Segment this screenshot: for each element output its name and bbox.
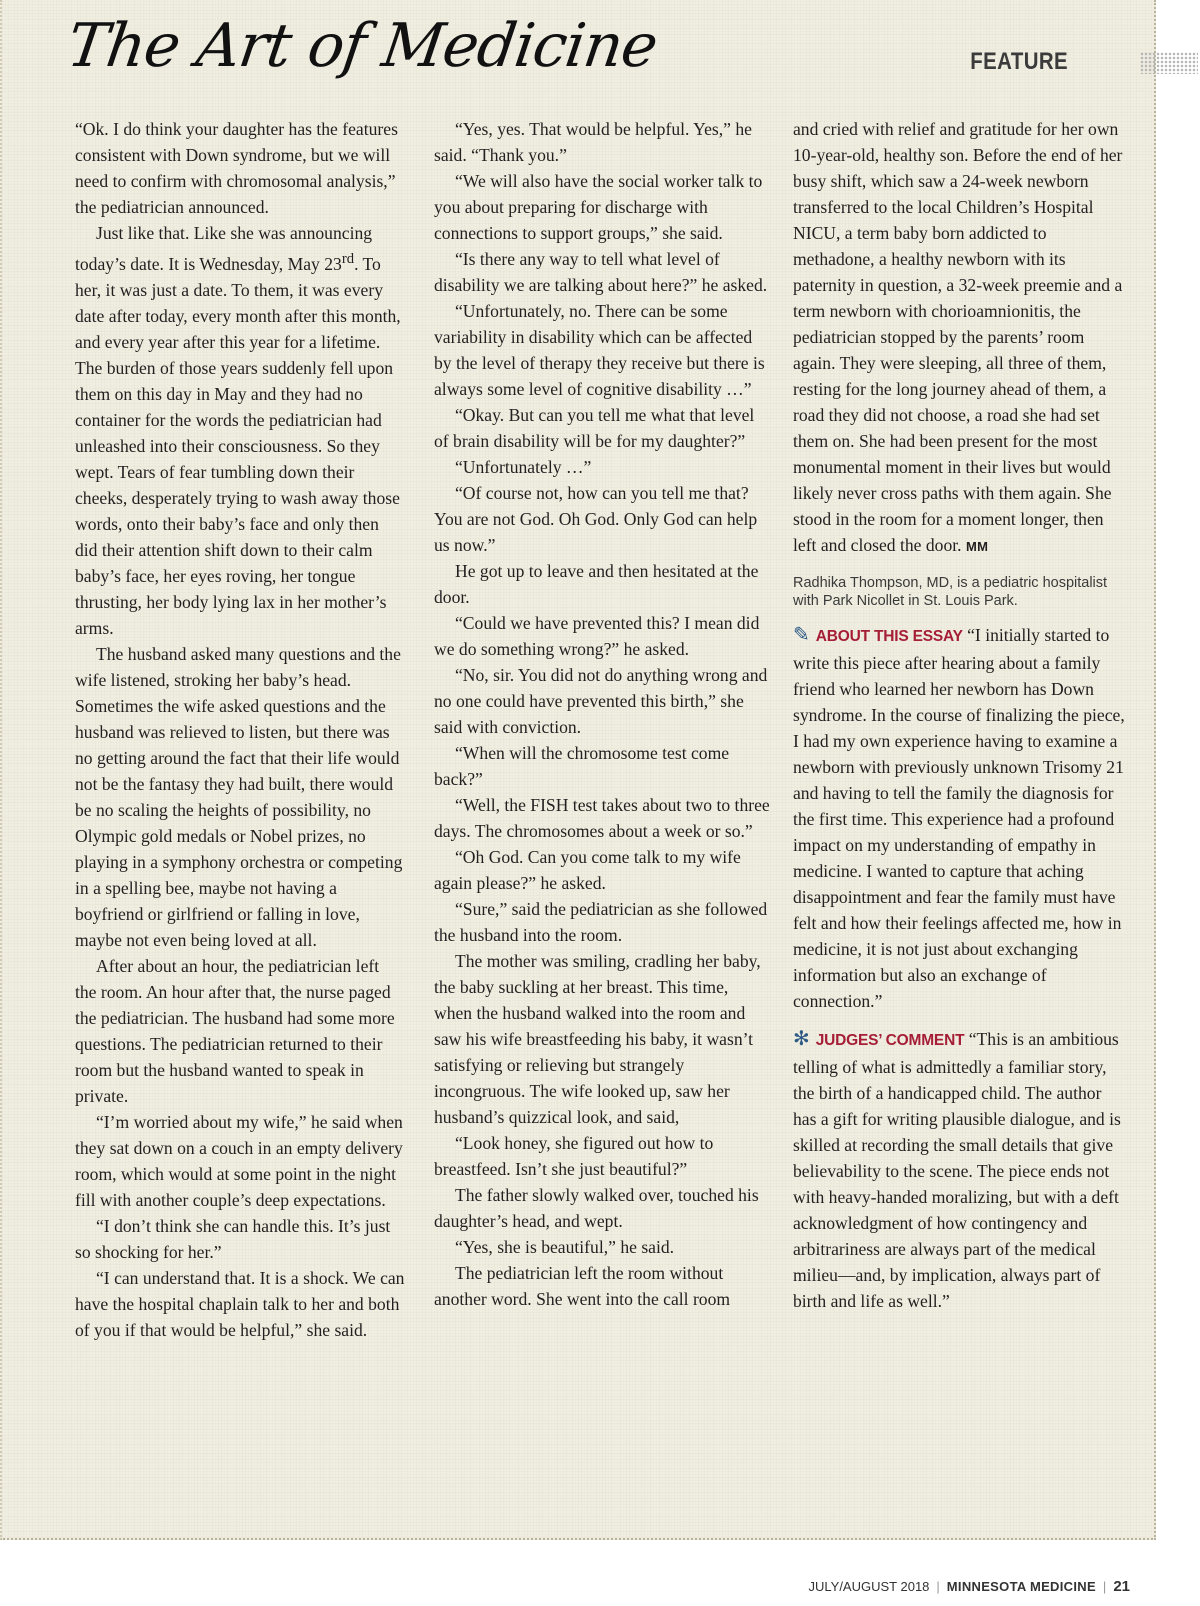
paragraph: “I don’t think she can handle this. It’s just so shocking for her.” (75, 1215, 391, 1262)
decorative-dots (1140, 52, 1198, 74)
paragraph: The husband asked many questions and the wife listened, stroking her baby’s head. Sometimes the wife asked questions and the husband was relieved to listen, but there was no getting around the fact that their life would not be the fantasy they had built, there would be no scaling the heights of possibility, no Olympic gold medals or Nobel prizes, no playing in a symphony orchestra or competing in a spelling bee, maybe not having a boyfriend or girlfriend or falling in love, maybe not even being loved at all. (75, 643, 403, 950)
paragraph: “Look honey, she figured out how to breastfeed. Isn’t she just beautiful?” (434, 1133, 714, 1179)
paragraph: “Is there any way to tell what level of disability we are talking about here?” he asked. (434, 249, 768, 295)
paragraph: “I’m worried about my wife,” he said when they sat down on a couch in an empty delivery room, which would at some point in the night fill with another couple’s deep expectations. (75, 1111, 403, 1210)
paragraph: “Of course not, how can you tell me that? You are not God. Oh God. Only God can help us now.” (434, 483, 758, 555)
paragraph: “Unfortunately …” (455, 457, 592, 477)
paragraph: “Oh God. Can you come talk to my wife again please?” he asked. (434, 847, 741, 893)
paragraph: “Ok. I do think your daughter has the features consistent with Down syndrome, but we will need to confirm with chromosomal analysis,” the pediatrician announced. (75, 119, 398, 217)
section-label: FEATURE (970, 48, 1068, 75)
about-essay-label: ABOUT THIS ESSAY (815, 628, 963, 645)
paragraph: He got up to leave and then hesitated at the door. (434, 561, 759, 607)
magazine-name: MINNESOTA MEDICINE (946, 1579, 1096, 1594)
text-column-2 (434, 116, 770, 1312)
paragraph: and cried with relief and gratitude for her own 10-year-old, healthy son. Before the end of her busy shift, which saw a 24-week newborn transferred to the local Children’s Hospital NICU, a term baby born addicted to methadone, a healthy newborn with its paternity in question, a 32-week preemie and a term newborn with chorioamnionitis, the pediatrician stopped by the parents’ room again. They were sleeping, all three of them, resting for the long journey ahead of them, a road they did not choose, a road she had set them on. She had been present for the most monumental moment in their lives but would likely never cross paths with them again. She stood in the room for a moment longer, then left and closed the door. MM (793, 119, 1123, 555)
page-number: 21 (1113, 1578, 1130, 1595)
paragraph: After about an hour, the pediatrician left the room. An hour after that, the nurse paged the pediatrician. The husband had some more questions. The pediatrician returned to their room but the husband wanted to speak in private. (75, 955, 395, 1106)
paragraph: “No, sir. You did not do anything wrong and no one could have prevented this birth,” she said with conviction. (434, 665, 768, 737)
paragraph: “I can understand that. It is a shock. We can have the hospital chaplain talk to her and both of you if that would be helpful,” she said. (75, 1267, 405, 1340)
text-column-3 (793, 116, 1127, 1314)
paragraph: “Yes, she is beautiful,” he said. (455, 1237, 675, 1257)
paragraph: “Yes, yes. That would be helpful. Yes,” he said. “Thank you.” (434, 119, 752, 165)
paragraph: “We will also have the social worker talk to you about preparing for discharge with connections to support groups,” she said. (434, 171, 763, 243)
paragraph: The mother was smiling, cradling her baby, the baby suckling at her breast. This time, when the husband walked into the room and saw his wife breastfeeding his baby, it wasn’t satisfying or relieving but strangely incongruous. The wife looked up, saw her husband’s quizzical look, and said, (434, 951, 761, 1127)
paragraph: Just like that. Like she was announcing today’s date. It is Wednesday, May 23rd. To her, it was just a date. To them, it was every date after today, every month after this month, and every year after this year for a lifetime. The burden of those years suddenly fell upon them on this day in May and they had no container for the words the pediatrician had unleashed into their consciousness. So they wept. Tears of fear tumbling down their cheeks, desperately trying to wash away those words, onto their baby’s face and only then did their attention shift down to their calm baby’s face, her eyes roving, her tongue thrusting, her body lying lax in her mother’s arms. (75, 223, 401, 638)
issue-date: JULY/AUGUST 2018 (808, 1579, 930, 1594)
paragraph: “Okay. But can you tell me what that level of brain disability will be for my daughter?” (434, 405, 755, 451)
judges-comment-label: JUDGES’ COMMENT (815, 1032, 965, 1049)
text-column-1 (75, 116, 405, 1343)
page-footer: JULY/AUGUST 2018 | MINNESOTA MEDICINE | 21 (808, 1578, 1130, 1595)
column-logo: The Art of Medicine (63, 11, 662, 81)
paragraph: “Unfortunately, no. There can be some variability in disability which can be affected by the level of therapy they receive but there is always some level of cognitive disability …” (434, 301, 765, 399)
paragraph: “Well, the FISH test takes about two to three days. The chromosomes about a week or so.” (434, 795, 770, 841)
paragraph: “Sure,” said the pediatrician as she followed the husband into the room. (434, 899, 768, 945)
judges-comment: ✻ JUDGES’ COMMENT “This is an ambitious telling of what is admittedly a familiar story, the birth of a handicapped child. The author has a gift for writing plausible dialogue, and is skilled at recording the small details that give believability to the scene. The piece ends not with heavy-handed moralizing, but with a deft acknowledgment of how contingency and arbitrariness are always part of the medical milieu—and, by implication, always part of birth and life as well.” (793, 1028, 1121, 1311)
end-mark: MM (965, 539, 989, 554)
about-essay: ✎ ABOUT THIS ESSAY “I initially started to write this piece after hearing about a family friend who learned her newborn has Down syndrome. In the course of finalizing the piece, I had my own experience having to examine a newborn with previously unknown Trisomy 21 and having to tell the family the diagnosis for the first time. This experience had a profound impact on my understanding of empathy in medicine. I wanted to capture that aching disappointment and fear the family must have felt and how their feelings affected me, how in medicine, it is not just about exchanging information but also an exchange of connection.” (793, 624, 1125, 1011)
paragraph: The father slowly walked over, touched his daughter’s head, and wept. (434, 1185, 759, 1231)
pen-icon: ✎ (793, 624, 810, 646)
asterisk-icon: ✻ (793, 1028, 810, 1050)
author-bio: Radhika Thompson, MD, is a pediatric hospitalist with Park Nicollet in St. Louis Park. (793, 575, 1108, 609)
paragraph: “Could we have prevented this? I mean did we do something wrong?” he asked. (434, 613, 760, 659)
paragraph: “When will the chromosome test come back?” (434, 743, 730, 789)
paragraph: The pediatrician left the room without another word. She went into the call room (434, 1263, 731, 1309)
